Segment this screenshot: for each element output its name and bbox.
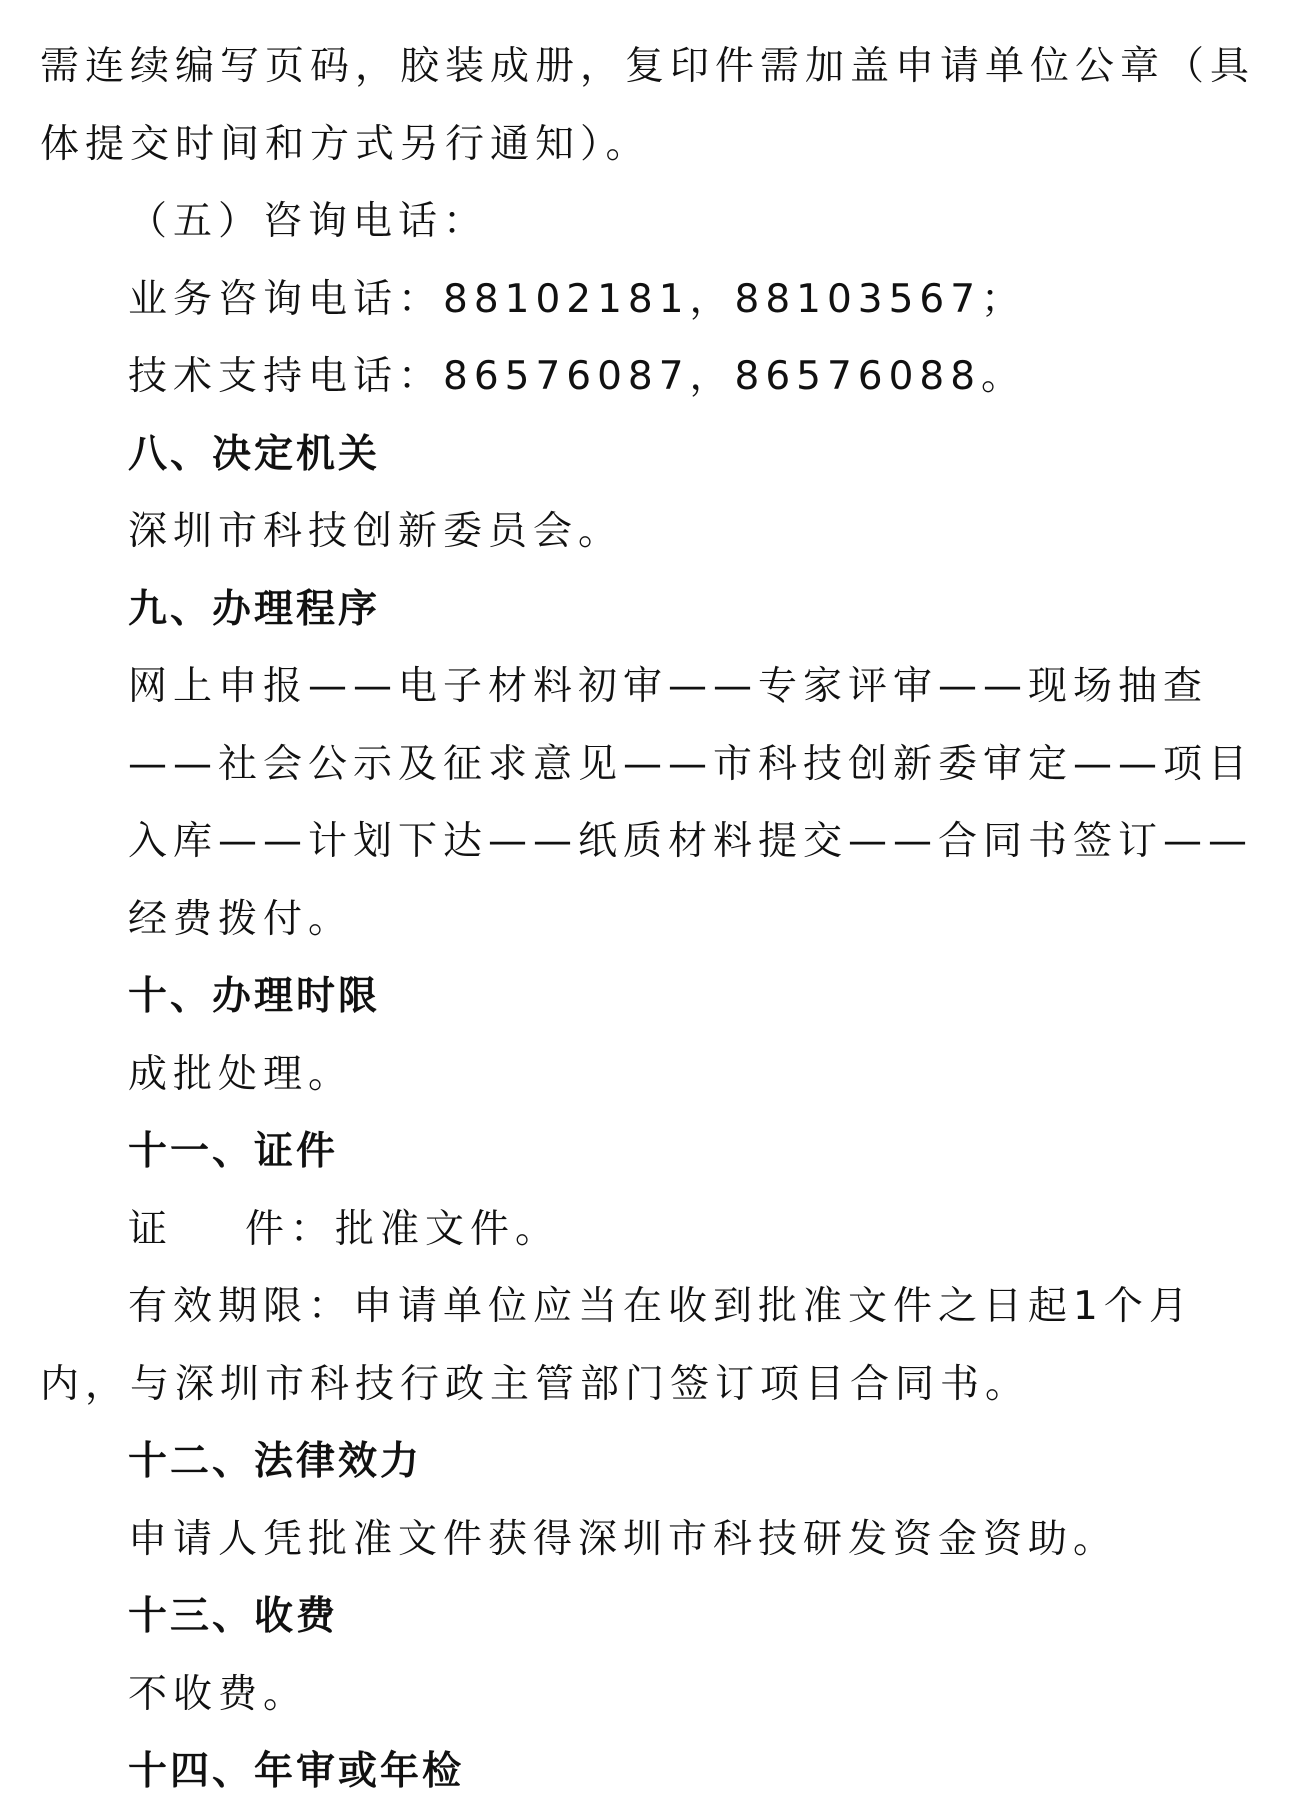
technical-phone-line: 技术支持电话：86576087，86576088。 — [128, 354, 1027, 399]
procedure-body: 网上申报——电子材料初审——专家评审——现场抽查——社会公示及征求意见——市科技创新委审定——项目入库——计划下达——纸质材料提交——合同书签订——经费拨付。 — [128, 664, 1254, 942]
authority-body: 深圳市科技创新委员会。 — [128, 509, 624, 554]
certificate-label-b: 件：批准文件。 — [245, 1206, 561, 1252]
fees-body: 不收费。 — [128, 1671, 309, 1717]
certificate-line — [40, 1191, 1264, 1269]
section-heading-authority: 八、决定机关 — [128, 431, 381, 477]
section-heading-fees: 十三、收费 — [128, 1594, 339, 1639]
consult-heading: （五）咨询电话： — [128, 199, 489, 244]
time-limit-body: 成批处理。 — [128, 1051, 354, 1097]
certificate-validity: 有效期限：申请单位应当在收到批准文件之日起1个月内，与深圳市科技行政主管部门签订项目合同书。 — [40, 1284, 1194, 1407]
section-heading-procedure: 九、办理程序 — [128, 586, 381, 632]
section-heading-time-limit: 十、办理时限 — [128, 974, 381, 1019]
business-phone-line: 业务咨询电话：88102181，88103567； — [128, 276, 1027, 322]
section-heading-legal-effect: 十二、法律效力 — [128, 1439, 423, 1484]
legal-effect-body: 申请人凭批准文件获得深圳市科技研发资金资助。 — [128, 1516, 1119, 1562]
certificate-label-a: 证 — [128, 1206, 174, 1252]
section-heading-annual-review: 十四、年审或年检 — [128, 1749, 465, 1794]
section-heading-certificate: 十一、证件 — [128, 1129, 339, 1174]
continuation-paragraph: 需连续编写页码，胶装成册，复印件需加盖申请单位公章（具体提交时间和方式另行通知）。 — [40, 44, 1256, 167]
